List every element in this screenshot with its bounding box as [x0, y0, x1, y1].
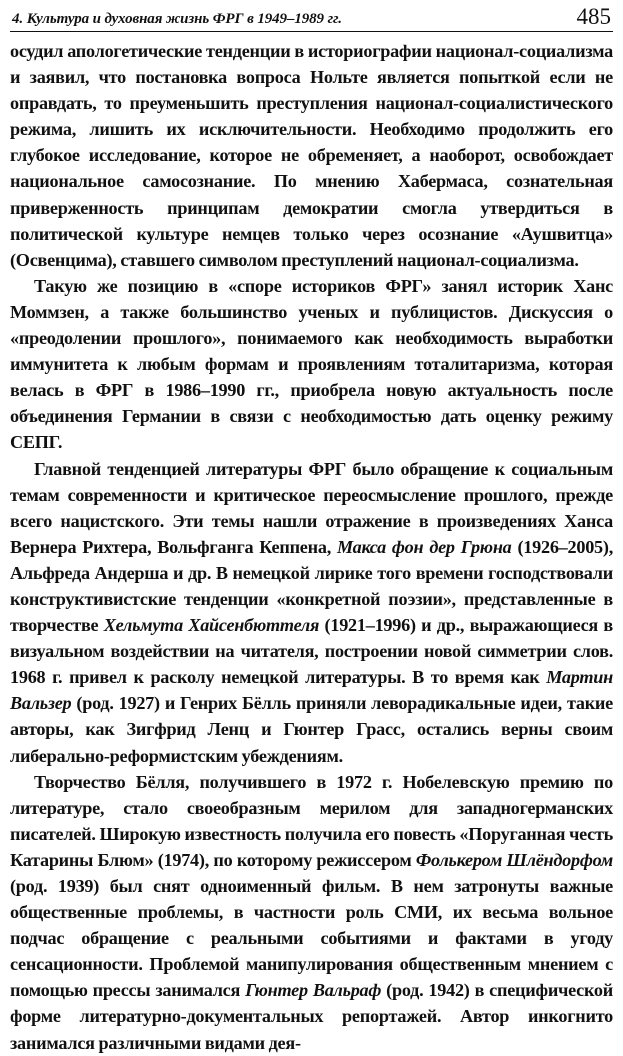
italic-name: Макса фон дер Грюна — [336, 536, 512, 557]
running-title: 4. Культура и духовная жизнь ФРГ в 1949–1989 гг. — [12, 11, 342, 27]
paragraph — [10, 38, 613, 273]
page-number: 485 — [576, 4, 611, 29]
text-run: (род. 1942) в специфической форме литературно-документальных репортажей. Автор инкогнито занимался различными видами дея- — [10, 980, 614, 1053]
text-run: Такую же позицию в «споре историков ФРГ» занял историк Ханс Моммзен, а также большинство ученых и публицистов. Дискуссия о «преодолении прошлого», понимаемого как необходимость выработки иммунитета к любым формам и проявлениям тоталитаризма, которая велась в ФРГ в 1986–1990 гг., приобрела новую актуальность после объединения Германии в связи с необходимостью дать оценку режиму СЕПГ. — [10, 275, 613, 453]
italic-name: Фолькером Шлёндорфом — [415, 849, 613, 870]
text-run: осудил апологетические тенденции в историографии национал-социализма и заявил, что постановка вопроса Нольте является попыткой если не оправдать, то преуменьшить преступления национал-социалистического режима, лишить их исключительности. Необходимо продолжить его глубокое исследование, которое не обременяет, а наоборот, освобождает национальное самосознание. По мнению Хабермаса, сознательная приверженность принципам демократии смогла утвердиться в политической культуре немцев только через осознание «Аушвитца» (Освенцима), ставшего символом преступлений национал-социализма. — [10, 41, 613, 270]
text-run: (род. 1939) был снят одноименный фильм. В нем затронуты важные общественные проблемы, в частности роль СМИ, их весьма вольное подчас обращение с реальными событиями и фактами в угоду сенсационности. Проблемой манипулирования общественным мнением с помощью прессы занимался — [10, 876, 613, 1001]
text-run: (1926–2005), Альфреда Андерша и др. В немецкой лирике того времени господствовали конструктивистские тенденции «конкретной поэзии», представленные в творчестве — [10, 536, 613, 636]
text-run: Творчество Бёлля, получившего в 1972 г. Нобелевскую премию по литературе, стало своеобразным мерилом для западногерманских писателей. Широкую известность получила его повесть «Поруганная честь Катарины Блюм» (1974), по которому режиссером — [10, 771, 613, 870]
text-run: (1921–1996) и др., выражающиеся в визуальном воздействии на читателя, построении новой симметрии слов. 1968 г. привел к расколу немецкой литературы. В то время как — [10, 615, 613, 688]
page-header — [10, 2, 613, 32]
body-text — [10, 38, 613, 1056]
paragraph — [10, 273, 613, 456]
paragraph — [10, 769, 613, 1056]
italic-name: Хельмута Хайсенбюттеля — [103, 615, 320, 636]
paragraph — [10, 456, 613, 769]
italic-name: Мартин Вальзер — [10, 667, 613, 714]
text-run: Главной тенденцией литературы ФРГ было обращение к социальным темам современности и критическое переосмысление прошлого, прежде всего нацистского. Эти темы нашли отражение в произведениях Ханса Вернера Рихтера, Вольфганга Кеппена, — [10, 458, 613, 557]
text-run: (род. 1927) и Генрих Бёлль приняли леворадикальные идеи, такие авторы, как Зигфрид Ленц и Гюнтер Грасс, остались верны своим либерально-реформистским убеждениям. — [10, 693, 613, 766]
italic-name: Гюнтер Вальраф — [245, 980, 382, 1001]
